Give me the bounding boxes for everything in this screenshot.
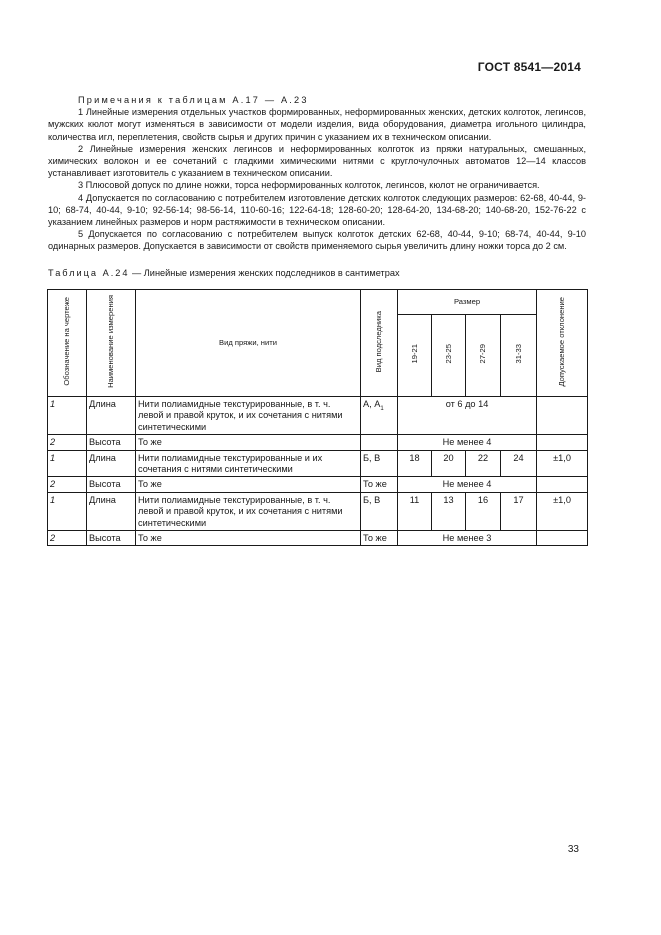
cell-yarn: Нити полиамидные текстурированные, в т. ч. левой и правой круток, и их сочетания с нитями синтетическими [136, 492, 361, 530]
cell-designation: 2 [48, 531, 87, 546]
cell-designation: 1 [48, 450, 87, 477]
cell-size-value: 13 [432, 492, 466, 530]
document-standard-code: ГОСТ 8541—2014 [477, 60, 581, 74]
notes-title: Примечания к таблицам А.17 — А.23 [78, 95, 309, 105]
table-row [48, 477, 588, 492]
cell-measurement: Высота [87, 531, 136, 546]
cell-kind: То же [361, 477, 398, 492]
header-size-col: 31-33 [501, 315, 537, 397]
header-designation: Обозначение на чертеже [48, 290, 87, 397]
table-row [48, 450, 588, 477]
cell-size-range: Не менее 3 [398, 531, 537, 546]
cell-yarn: Нити полиамидные текстурированные, в т. ч. левой и правой круток, и их сочетания с нитями синтетическими [136, 397, 361, 435]
notes-block [48, 94, 586, 253]
cell-size-value: 22 [466, 450, 501, 477]
table-row [48, 492, 588, 530]
header-yarn-type: Вид пряжи, нити [136, 290, 361, 397]
header-size-col: 23-25 [432, 315, 466, 397]
note-item: 1 Линейные измерения отдельных участков формированных, неформированных женских, детских колготок, легинсов, мужских кюлот могут изменяться в зависимости от модели изделия, вида оборудования, диаметра игольного цилиндра, количества игл, переплетения, свойств сырья и других причин с указанием их в техническом описании. [48, 107, 586, 142]
header-footlet-kind: Вид подследника [361, 290, 398, 397]
note-item: 4 Допускается по согласованию с потребителем изготовление детских колготок следующих размеров: 62-68, 40-44, 9-10; 68-74, 40-44, 9-10; 92-56-14; 98-56-14, 110-60-16; 122-64-18; 128-60-20; 128-64-20, 134-68-20; 140-68-20, 152-76-22 с указанием линейных размеров и норм растяжимости в техническом описании. [48, 192, 586, 228]
cell-kind: То же [361, 531, 398, 546]
header-measurement: Наименование измерения [87, 290, 136, 397]
cell-yarn: То же [136, 435, 361, 450]
header-size-col: 19-21 [398, 315, 432, 397]
header-size-col: 27-29 [466, 315, 501, 397]
cell-measurement: Длина [87, 492, 136, 530]
cell-tolerance [537, 531, 588, 546]
cell-yarn: Нити полиамидные текстурированные и их сочетания с нитями синтетическими [136, 450, 361, 477]
cell-kind: Б, В [361, 450, 398, 477]
cell-size-range: Не менее 4 [398, 435, 537, 450]
cell-size-value: 20 [432, 450, 466, 477]
cell-tolerance [537, 435, 588, 450]
table-caption-label: Таблица А.24 [48, 268, 130, 278]
header-size: Размер [398, 290, 537, 315]
measurements-table [47, 289, 588, 546]
header-tolerance: Допускаемое отклонение [537, 290, 588, 397]
cell-tolerance: ±1,0 [537, 492, 588, 530]
cell-kind: А, $А_1$ [361, 397, 398, 435]
cell-designation: 1 [48, 397, 87, 435]
cell-tolerance [537, 397, 588, 435]
cell-size-value: 24 [501, 450, 537, 477]
cell-designation: 2 [48, 435, 87, 450]
cell-designation: 1 [48, 492, 87, 530]
cell-size-value: 18 [398, 450, 432, 477]
table-caption [48, 268, 400, 278]
table-row [48, 435, 588, 450]
cell-measurement: Длина [87, 397, 136, 435]
cell-yarn: То же [136, 477, 361, 492]
cell-kind: Б, В [361, 492, 398, 530]
cell-yarn: То же [136, 531, 361, 546]
note-item: 5 Допускается по согласованию с потребителем выпуск колготок детских 62-68, 40-44, 9-10; 68-74, 40-44, 9-10 одинарных размеров. Допускается в зависимости от свойств применяемого сырья увеличить длину ножки торса до 2 см. [48, 229, 586, 252]
cell-size-value: 16 [466, 492, 501, 530]
table-row [48, 531, 588, 546]
cell-size-range: от 6 до 14 [398, 397, 537, 435]
table-row [48, 397, 588, 435]
cell-size-range: Не менее 4 [398, 477, 537, 492]
table-caption-text: — Линейные измерения женских подследников в сантиметрах [129, 268, 400, 278]
note-item: 2 Линейные измерения женских легинсов и неформированных колготок из пряжи натуральных, смешанных, химических волокон и ее сочетаний с гладкими химическими нитями с круглочулочных автоматов 12—14 классов устанавливает изготовитель с указанием в техническом описании. [48, 143, 586, 179]
cell-size-value: 17 [501, 492, 537, 530]
page-number: 33 [567, 844, 579, 855]
cell-designation: 2 [48, 477, 87, 492]
cell-measurement: Длина [87, 450, 136, 477]
cell-size-value: 11 [398, 492, 432, 530]
note-item: 3 Плюсовой допуск по длине ножки, торса неформированных колготок, легинсов, кюлот не ограничивается. [78, 180, 540, 191]
cell-tolerance: ±1,0 [537, 450, 588, 477]
cell-kind [361, 435, 398, 450]
cell-measurement: Высота [87, 477, 136, 492]
cell-tolerance [537, 477, 588, 492]
cell-measurement: Высота [87, 435, 136, 450]
